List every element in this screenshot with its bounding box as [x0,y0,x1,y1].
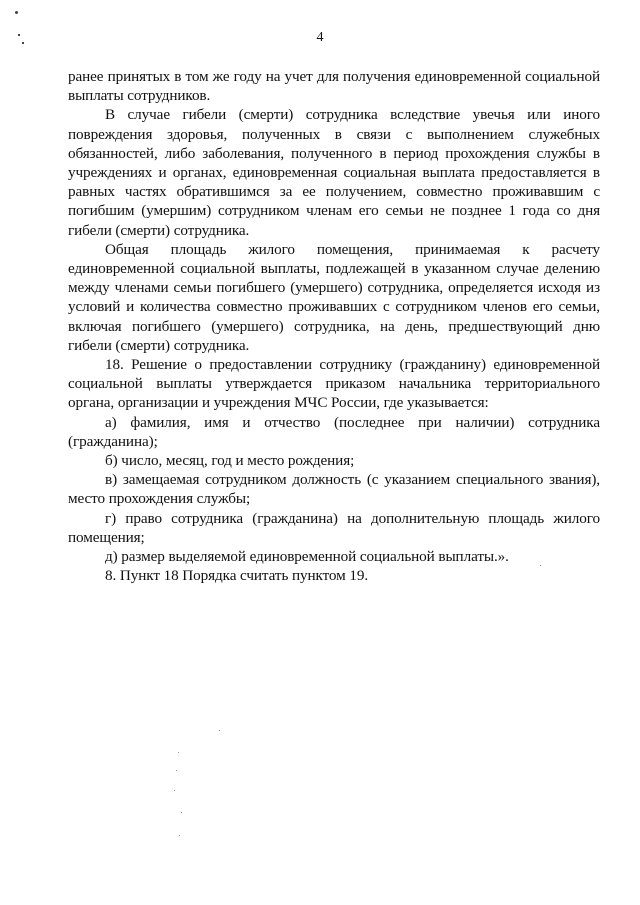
scan-speck [176,770,177,771]
document-body [68,67,600,585]
list-item-g: г) право сотрудника (гражданина) на дополнительную площадь жилого помещения; [68,509,600,546]
scan-speck [540,565,541,566]
list-item-v: в) замещаемая сотрудником должность (с указанием специального звания), место прохождения службы; [68,471,600,508]
list-item-a: а) фамилия, имя и отчество (последнее при наличии) сотрудника (гражданина); [68,413,600,450]
scan-speck [181,812,182,813]
scan-speck [178,752,179,753]
paragraph-item-8: 8. Пункт 18 Порядка считать пунктом 19. [105,567,369,585]
paragraph-total-area: Общая площадь жилого помещения, принимаемая к расчету единовременной социальной выплаты, подлежащей в указанном случае делению между членами семьи погибшего (умершего) сотрудника, определяется исходя из условий и количества совместно проживавших с сотрудником членов его семьи, включая погибшего (умершего) сотрудника, на день, предшествующий дню гибели (смерти) сотрудника. [68,240,600,354]
scan-speck [174,790,175,791]
paragraph-item-18: 18. Решение о предоставлении сотруднику (гражданину) единовременной социальной выплаты утверждается приказом начальника территориального органа, организации и учреждения МЧС России, где указывается: [68,356,600,412]
list-item-d: д) размер выделяемой единовременной социальной выплаты.». [105,548,509,566]
page-number: 4 [316,30,324,45]
paragraph-death-case: В случае гибели (смерти) сотрудника вследствие увечья или иного повреждения здоровья, полученных в связи с выполнением служебных обязанностей, либо заболевания, полученного в период прохождения службы в учреждениях и органах, единовременная социальная выплата предоставляется в равных частях обратившимся за ее получением, совместно проживавшим с погибшим (умершим) сотрудником членам его семьи не позднее 1 года со дня гибели (смерти) сотрудника. [68,106,600,239]
list-item-b: б) число, месяц, год и место рождения; [105,452,355,470]
scan-mark [15,11,18,14]
scan-speck [179,835,180,836]
scan-speck [219,730,220,731]
paragraph-continuation: ранее принятых в том же году на учет для получения единовременной социальной выплаты сотрудников. [68,68,600,105]
